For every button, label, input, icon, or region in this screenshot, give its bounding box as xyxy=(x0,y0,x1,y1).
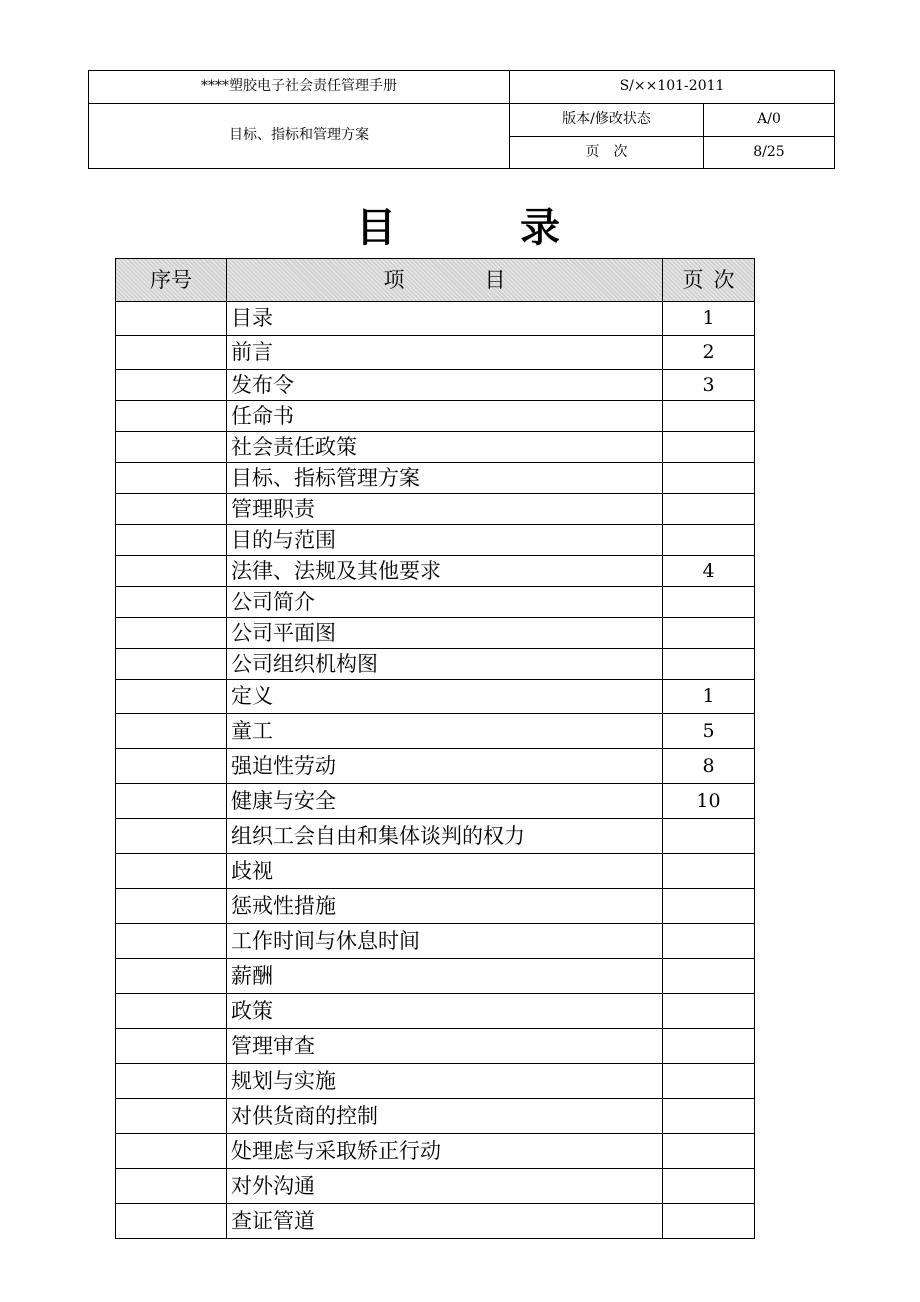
toc-row xyxy=(116,302,755,336)
toc-row-item: 对外沟通 xyxy=(227,1169,663,1204)
toc-row-page: 1 xyxy=(663,680,755,714)
toc-row-page xyxy=(663,1029,755,1064)
toc-row-seq xyxy=(116,432,227,463)
toc-row-item: 目录 xyxy=(227,302,663,336)
toc-row xyxy=(116,618,755,649)
toc-row-page xyxy=(663,1204,755,1239)
toc-row xyxy=(116,649,755,680)
toc-row xyxy=(116,370,755,401)
page-title-char-1: 目 xyxy=(356,205,400,251)
toc-row-item: 管理审查 xyxy=(227,1029,663,1064)
toc-row xyxy=(116,714,755,749)
toc-row-item: 发布令 xyxy=(227,370,663,401)
toc-row-seq xyxy=(116,749,227,784)
toc-row-item: 公司平面图 xyxy=(227,618,663,649)
toc-row xyxy=(116,401,755,432)
toc-row-item: 薪酬 xyxy=(227,959,663,994)
toc-header-page-b: 次 xyxy=(713,267,735,292)
toc-row-item: 管理职责 xyxy=(227,494,663,525)
manual-title: ****塑胶电子社会责任管理手册 xyxy=(89,71,510,104)
toc-row-seq xyxy=(116,1029,227,1064)
toc-row-item: 法律、法规及其他要求 xyxy=(227,556,663,587)
page-title xyxy=(0,196,920,253)
toc-row xyxy=(116,525,755,556)
toc-row-seq xyxy=(116,302,227,336)
toc-row-page xyxy=(663,1134,755,1169)
toc-row-seq xyxy=(116,994,227,1029)
toc-row-item: 前言 xyxy=(227,336,663,370)
toc-row-page xyxy=(663,1064,755,1099)
toc-row-seq xyxy=(116,1204,227,1239)
toc-table xyxy=(115,258,755,1239)
toc-row-item: 工作时间与休息时间 xyxy=(227,924,663,959)
toc-row-seq xyxy=(116,370,227,401)
toc-row xyxy=(116,819,755,854)
toc-row-seq xyxy=(116,587,227,618)
toc-row-item: 歧视 xyxy=(227,854,663,889)
toc-row-page xyxy=(663,494,755,525)
toc-row-item: 政策 xyxy=(227,994,663,1029)
toc-row-page xyxy=(663,618,755,649)
toc-row-page xyxy=(663,525,755,556)
toc-header-seq: 序号 xyxy=(116,259,227,302)
toc-row-item: 社会责任政策 xyxy=(227,432,663,463)
toc-row-page: 3 xyxy=(663,370,755,401)
toc-row-page xyxy=(663,1099,755,1134)
toc-row-page xyxy=(663,649,755,680)
toc-row xyxy=(116,1134,755,1169)
document-header xyxy=(88,70,835,169)
toc-row xyxy=(116,494,755,525)
toc-row-seq xyxy=(116,924,227,959)
toc-row-item: 公司简介 xyxy=(227,587,663,618)
toc-row xyxy=(116,1204,755,1239)
toc-row xyxy=(116,432,755,463)
toc-row-page xyxy=(663,432,755,463)
toc-row-item: 组织工会自由和集体谈判的权力 xyxy=(227,819,663,854)
toc-row-item: 任命书 xyxy=(227,401,663,432)
toc-row-page: 1 xyxy=(663,302,755,336)
toc-row-page: 2 xyxy=(663,336,755,370)
page-value: 8/25 xyxy=(704,136,835,169)
toc-header-item-a: 项 xyxy=(383,267,405,292)
document-number: S/××101-2011 xyxy=(510,71,835,104)
toc-row xyxy=(116,924,755,959)
toc-row-seq xyxy=(116,649,227,680)
toc-row-seq xyxy=(116,714,227,749)
toc-header-row xyxy=(116,259,755,302)
toc-row xyxy=(116,556,755,587)
toc-row-seq xyxy=(116,463,227,494)
toc-row-seq xyxy=(116,959,227,994)
toc-row-page: 8 xyxy=(663,749,755,784)
toc-row xyxy=(116,336,755,370)
toc-header-item-b: 目 xyxy=(484,267,506,292)
toc-row xyxy=(116,889,755,924)
toc-row-page: 4 xyxy=(663,556,755,587)
toc-row-seq xyxy=(116,1169,227,1204)
toc-row xyxy=(116,1029,755,1064)
toc-row-item: 处理虑与采取矫正行动 xyxy=(227,1134,663,1169)
toc-row-seq xyxy=(116,525,227,556)
toc-row-page xyxy=(663,401,755,432)
version-value: A/0 xyxy=(704,104,835,137)
toc-row-seq xyxy=(116,1099,227,1134)
version-label: 版本/修改状态 xyxy=(510,104,704,137)
toc-row-item: 惩戒性措施 xyxy=(227,889,663,924)
toc-row-item: 规划与实施 xyxy=(227,1064,663,1099)
toc-header-page xyxy=(663,259,755,302)
toc-row-item: 童工 xyxy=(227,714,663,749)
toc-row-seq xyxy=(116,680,227,714)
toc-row xyxy=(116,784,755,819)
toc-row-page xyxy=(663,959,755,994)
toc-row-seq xyxy=(116,889,227,924)
toc-row-seq xyxy=(116,336,227,370)
toc-row-seq xyxy=(116,494,227,525)
toc-row-page xyxy=(663,587,755,618)
toc-row-item: 定义 xyxy=(227,680,663,714)
toc-row-page: 5 xyxy=(663,714,755,749)
toc-row xyxy=(116,1099,755,1134)
toc-row-page xyxy=(663,994,755,1029)
page-label: 页 次 xyxy=(510,136,704,169)
toc-row-item: 目的与范围 xyxy=(227,525,663,556)
page-title-char-2: 录 xyxy=(520,205,564,251)
toc-row xyxy=(116,463,755,494)
toc-row-seq xyxy=(116,1064,227,1099)
toc-row xyxy=(116,959,755,994)
toc-row-seq xyxy=(116,854,227,889)
toc-row xyxy=(116,1169,755,1204)
toc-row-seq xyxy=(116,784,227,819)
toc-row xyxy=(116,587,755,618)
toc-row xyxy=(116,854,755,889)
toc-row xyxy=(116,994,755,1029)
toc-row-page xyxy=(663,924,755,959)
toc-row-page xyxy=(663,819,755,854)
toc-header-item xyxy=(227,259,663,302)
toc-row-seq xyxy=(116,819,227,854)
toc-row-item: 目标、指标管理方案 xyxy=(227,463,663,494)
toc-row xyxy=(116,1064,755,1099)
toc-row xyxy=(116,749,755,784)
toc-row-item: 对供货商的控制 xyxy=(227,1099,663,1134)
toc-row-page xyxy=(663,854,755,889)
toc-row-seq xyxy=(116,618,227,649)
toc-row-item: 查证管道 xyxy=(227,1204,663,1239)
toc-row xyxy=(116,680,755,714)
toc-body xyxy=(116,302,755,1239)
toc-row-item: 公司组织机构图 xyxy=(227,649,663,680)
toc-row-seq xyxy=(116,401,227,432)
section-title: 目标、指标和管理方案 xyxy=(89,104,510,169)
toc-row-item: 强迫性劳动 xyxy=(227,749,663,784)
toc-row-page xyxy=(663,463,755,494)
toc-header-page-a: 页 xyxy=(682,267,704,292)
toc-row-page xyxy=(663,889,755,924)
toc-row-seq xyxy=(116,1134,227,1169)
toc-row-seq xyxy=(116,556,227,587)
toc-row-page: 10 xyxy=(663,784,755,819)
toc-row-item: 健康与安全 xyxy=(227,784,663,819)
toc-row-page xyxy=(663,1169,755,1204)
